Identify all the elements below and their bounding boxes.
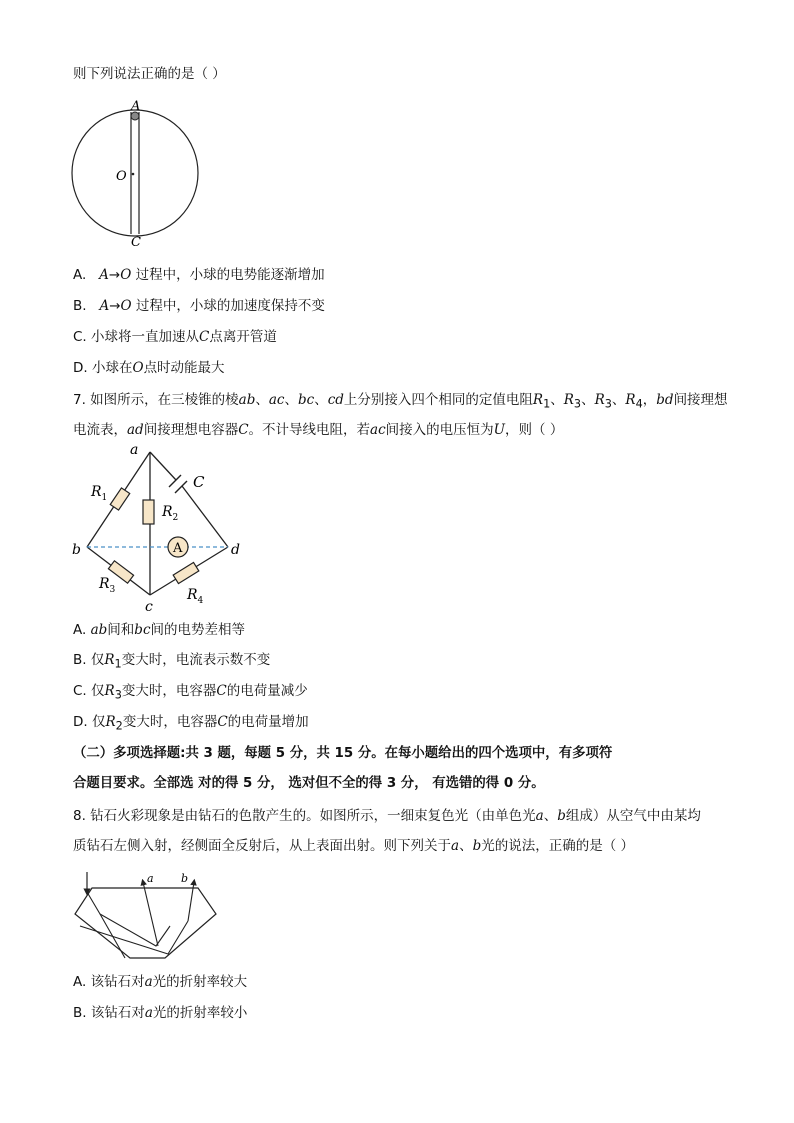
center-dot: [132, 173, 135, 176]
node-a: a: [130, 442, 139, 458]
q7-option-c[interactable]: C. 仅$R_3$变大时，电容器C的电荷量减少: [73, 683, 308, 702]
label-c: C: [131, 235, 141, 248]
capacitor-plate-1: [169, 475, 181, 487]
q6-option-c[interactable]: C. 小球将一直加速从C点离开管道: [73, 329, 277, 345]
diamond-outline: [75, 888, 216, 958]
q8-option-b[interactable]: B. 该钻石对a光的折射率较小: [73, 1005, 248, 1021]
q6-option-b[interactable]: B. A→O 过程中，小球的加速度保持不变: [73, 298, 325, 314]
q7-stem-line1: 7. 如图所示，在三棱锥的棱ab、ac、bc、cd上分别接入四个相同的定值电阻$R_1$、$R_3$、$R_3$、$R_4$，bd间接理想: [73, 392, 728, 411]
label-r2: $R_2$: [162, 504, 179, 523]
section2-heading-line1: （二）多项选择题:共 3 题，每题 5 分，共 15 分。在每小题给出的四个选项中，有多项符: [73, 746, 613, 761]
q6-figure-circle-tube: [60, 96, 210, 248]
resistor-r2: [143, 500, 154, 524]
label-r4: $R_4$: [187, 587, 204, 606]
ray-a: [143, 882, 158, 946]
q7-option-b[interactable]: B. 仅$R_1$变大时，电流表示数不变: [73, 652, 271, 671]
q7-circuit-figure: [65, 440, 265, 616]
label-c: C: [193, 473, 205, 491]
q8-stem-line2: 质钻石左侧入射，经侧面全反射后，从上表面出射。则下列关于a、b光的说法，正确的是（ ）: [73, 838, 635, 854]
resistor-r4: [173, 562, 199, 583]
label-r1: $R_1$: [91, 484, 108, 503]
ray-a-label: a: [147, 872, 154, 885]
q6-option-a[interactable]: A. A→O 过程中，小球的电势能逐渐增加: [73, 267, 325, 283]
q6-stem-tail: 则下列说法正确的是（ ）: [73, 66, 226, 82]
resistor-r1: [110, 488, 129, 510]
q6-option-d[interactable]: D. 小球在O点时动能最大: [73, 360, 225, 376]
ray-b-label: b: [181, 872, 189, 885]
ray-path-reflect-2: [100, 914, 170, 946]
q7-stem-line2: 电流表，ad间接理想电容器C。不计导线电阻，若ac间接入的电压恒为U，则（ ）: [73, 422, 564, 438]
ray-path-reflect-1: [80, 921, 188, 954]
wire-a-d-1: [150, 452, 176, 480]
node-b: b: [72, 542, 81, 558]
label-o: O: [116, 169, 127, 184]
ammeter-label: A: [173, 541, 183, 556]
label-a: A: [131, 99, 141, 114]
node-c: c: [145, 599, 153, 615]
q8-stem-line1: 8. 钻石火彩现象是由钻石的色散产生的。如图所示，一细束复色光（由单色光a、b组成）从空气中由某均: [73, 808, 701, 824]
label-r3: $R_3$: [99, 576, 116, 595]
wire-a-d-2: [182, 486, 228, 547]
node-d: d: [231, 542, 240, 558]
resistor-r3: [108, 561, 133, 583]
q8-option-a[interactable]: A. 该钻石对a光的折射率较大: [73, 974, 248, 990]
circle: [72, 110, 198, 236]
q7-option-d[interactable]: D. 仅$R_2$变大时，电容器C的电荷量增加: [73, 714, 309, 733]
q7-option-a[interactable]: A. ab间和bc间的电势差相等: [73, 622, 245, 638]
section2-heading-line2: 合题目要求。全部选 对的得 5 分， 选对但不全的得 3 分， 有选错的得 0 分。: [73, 776, 545, 791]
q8-diamond-figure: [70, 866, 220, 962]
